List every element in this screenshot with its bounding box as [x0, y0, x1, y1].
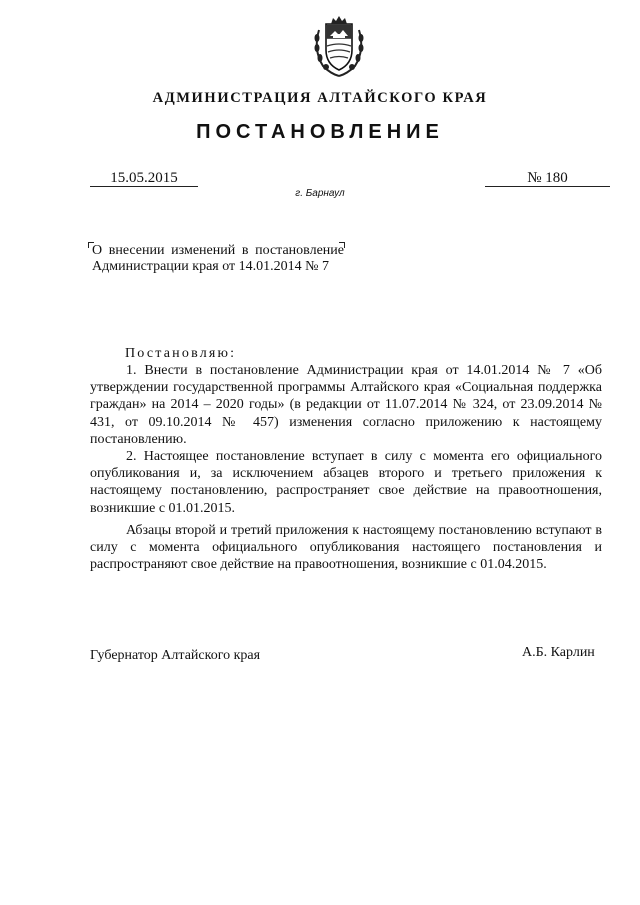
document-city: г. Барнаул: [295, 188, 345, 199]
date-underline: [90, 186, 198, 187]
altai-krai-coat-of-arms-icon: [309, 10, 369, 78]
paragraph-2: 2. Настоящее постановление вступает в силу с момента его официального опубликования и, за исключением абзацев второго и третьего приложения к настоящему постановлению, распространяет свое действие на правоотношения, возникшие с 01.01.2015.: [90, 449, 602, 516]
document-type: ПОСТАНОВЛЕНИЕ: [196, 121, 444, 143]
document-body: [90, 362, 602, 573]
document-subject: О внесении изменений в постановление Администрации края от 14.01.2014 № 7: [92, 243, 344, 274]
document-number: № 180: [527, 170, 568, 186]
signature-name: А.Б. Карлин: [522, 645, 595, 660]
document-date: 15.05.2015: [110, 170, 178, 186]
organization-name: АДМИНИСТРАЦИЯ АЛТАЙСКОГО КРАЯ: [152, 90, 488, 106]
paragraph-1: 1. Внести в постановление Администрации края от 14.01.2014 № 7 «Об утверждении государственной программы Алтайского края «Социальная поддержка граждан» на 2014 – 2020 годы» (в редакции от 11.07.2014 № 324, от 23.09.2014 № 431, от 09.10.2014 № 457) изменения согласно приложению к настоящему постановлению.: [90, 363, 602, 447]
signature-title: Губернатор Алтайского края: [90, 648, 261, 663]
decree-word: Постановляю:: [125, 346, 237, 361]
number-underline: [485, 186, 610, 187]
paragraph-3: Абзацы второй и третий приложения к настоящему постановлению вступают в силу с момента официального опубликования настоящего постановления и распространяют свое действие на правоотношения, возникшие с 01.04.2015.: [90, 522, 602, 573]
